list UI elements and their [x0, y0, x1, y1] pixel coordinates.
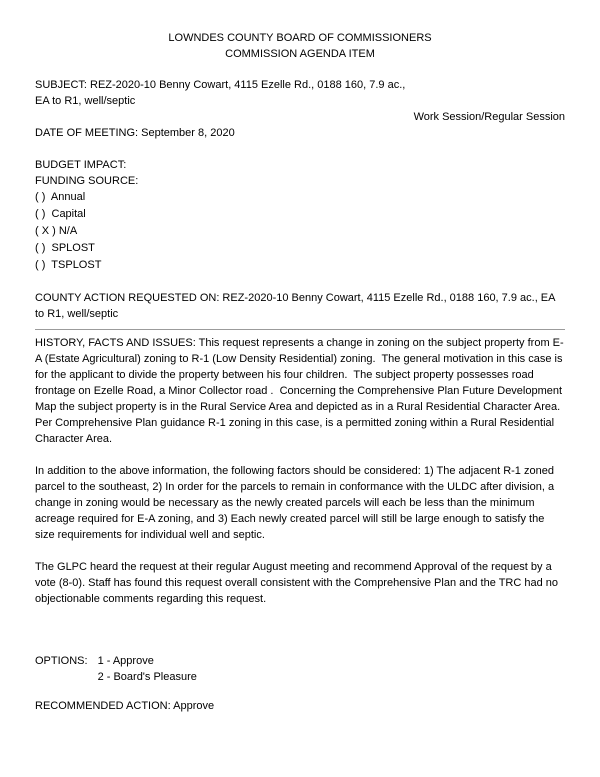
document-type-title: COMMISSION AGENDA ITEM	[225, 48, 375, 60]
subject-line-2: EA to R1, well/septic	[35, 95, 136, 107]
history-facts-paragraph: HISTORY, FACTS AND ISSUES: This request represents a change in zoning on the subject property from E-A (Estate Agricultural) zoning to R-1 (Low Density Residential) zoning. The general motivation in this case is for the applicant to divide the property between his four children. The subject property possesses road frontage on Ezelle Road, a Minor Collector road . Concerning the Comprehensive Plan Future Development Map the subject property is in the Rural Service Area and depicted as in a Rural Residential Character Area. Per Comprehensive Plan guidance R-1 zoning in this case, is a permitted zoning within a Rural Residential Character Area.	[35, 337, 567, 445]
meeting-date-line: DATE OF MEETING: September 8, 2020	[35, 127, 235, 139]
session-label: Work Session/Regular Session	[413, 111, 565, 123]
option-approve: 1 - Approve	[97, 655, 154, 667]
subject-block	[35, 77, 565, 109]
funding-options-list	[35, 189, 565, 274]
org-title: LOWNDES COUNTY BOARD OF COMMISSIONERS	[168, 32, 432, 44]
considerations-paragraph: In addition to the above information, the following factors should be considered: 1) The adjacent R-1 zoned parcel to the southeast, 2) In order for the parcels to remain in conformance with the ULDC after division, a change in zoning would be necessary as the newly created parcels will each be less than the minimum acreage required for E-A zoning, and 3) Each newly created parcel will still be large enough to satisfy the size requirements for individual well and septic.	[35, 465, 558, 541]
recommended-action-line: RECOMMENDED ACTION: Approve	[35, 700, 215, 712]
document-header	[35, 30, 565, 62]
funding-option-na: ( X ) N/A	[35, 225, 78, 237]
glpc-recommendation-paragraph: The GLPC heard the request at their regular August meeting and recommend Approval of the request by a vote (8-0). Staff has found this request overall consistent with the Comprehensive Plan and the TRC had no objectionable comments regarding this request.	[35, 561, 562, 605]
options-label: OPTIONS:	[35, 655, 88, 667]
section-divider	[35, 329, 565, 330]
budget-impact-label: BUDGET IMPACT:	[35, 159, 127, 171]
county-action-line: COUNTY ACTION REQUESTED ON: REZ-2020-10 Benny Cowart, 4115 Ezelle Rd., 0188 160, 7.9 ac., EA to R1, well/septic	[35, 292, 555, 320]
subject-line-1: SUBJECT: REZ-2020-10 Benny Cowart, 4115 Ezelle Rd., 0188 160, 7.9 ac.,	[35, 79, 406, 91]
funding-option-annual: ( ) Annual	[35, 191, 86, 203]
options-items	[98, 653, 197, 685]
funding-source-label: FUNDING SOURCE:	[35, 175, 139, 187]
funding-option-capital: ( ) Capital	[35, 208, 86, 220]
funding-option-tsplost: ( ) TSPLOST	[35, 259, 102, 271]
funding-option-splost: ( ) SPLOST	[35, 242, 95, 254]
option-boards-pleasure: 2 - Board's Pleasure	[97, 671, 197, 683]
options-block	[35, 653, 565, 685]
